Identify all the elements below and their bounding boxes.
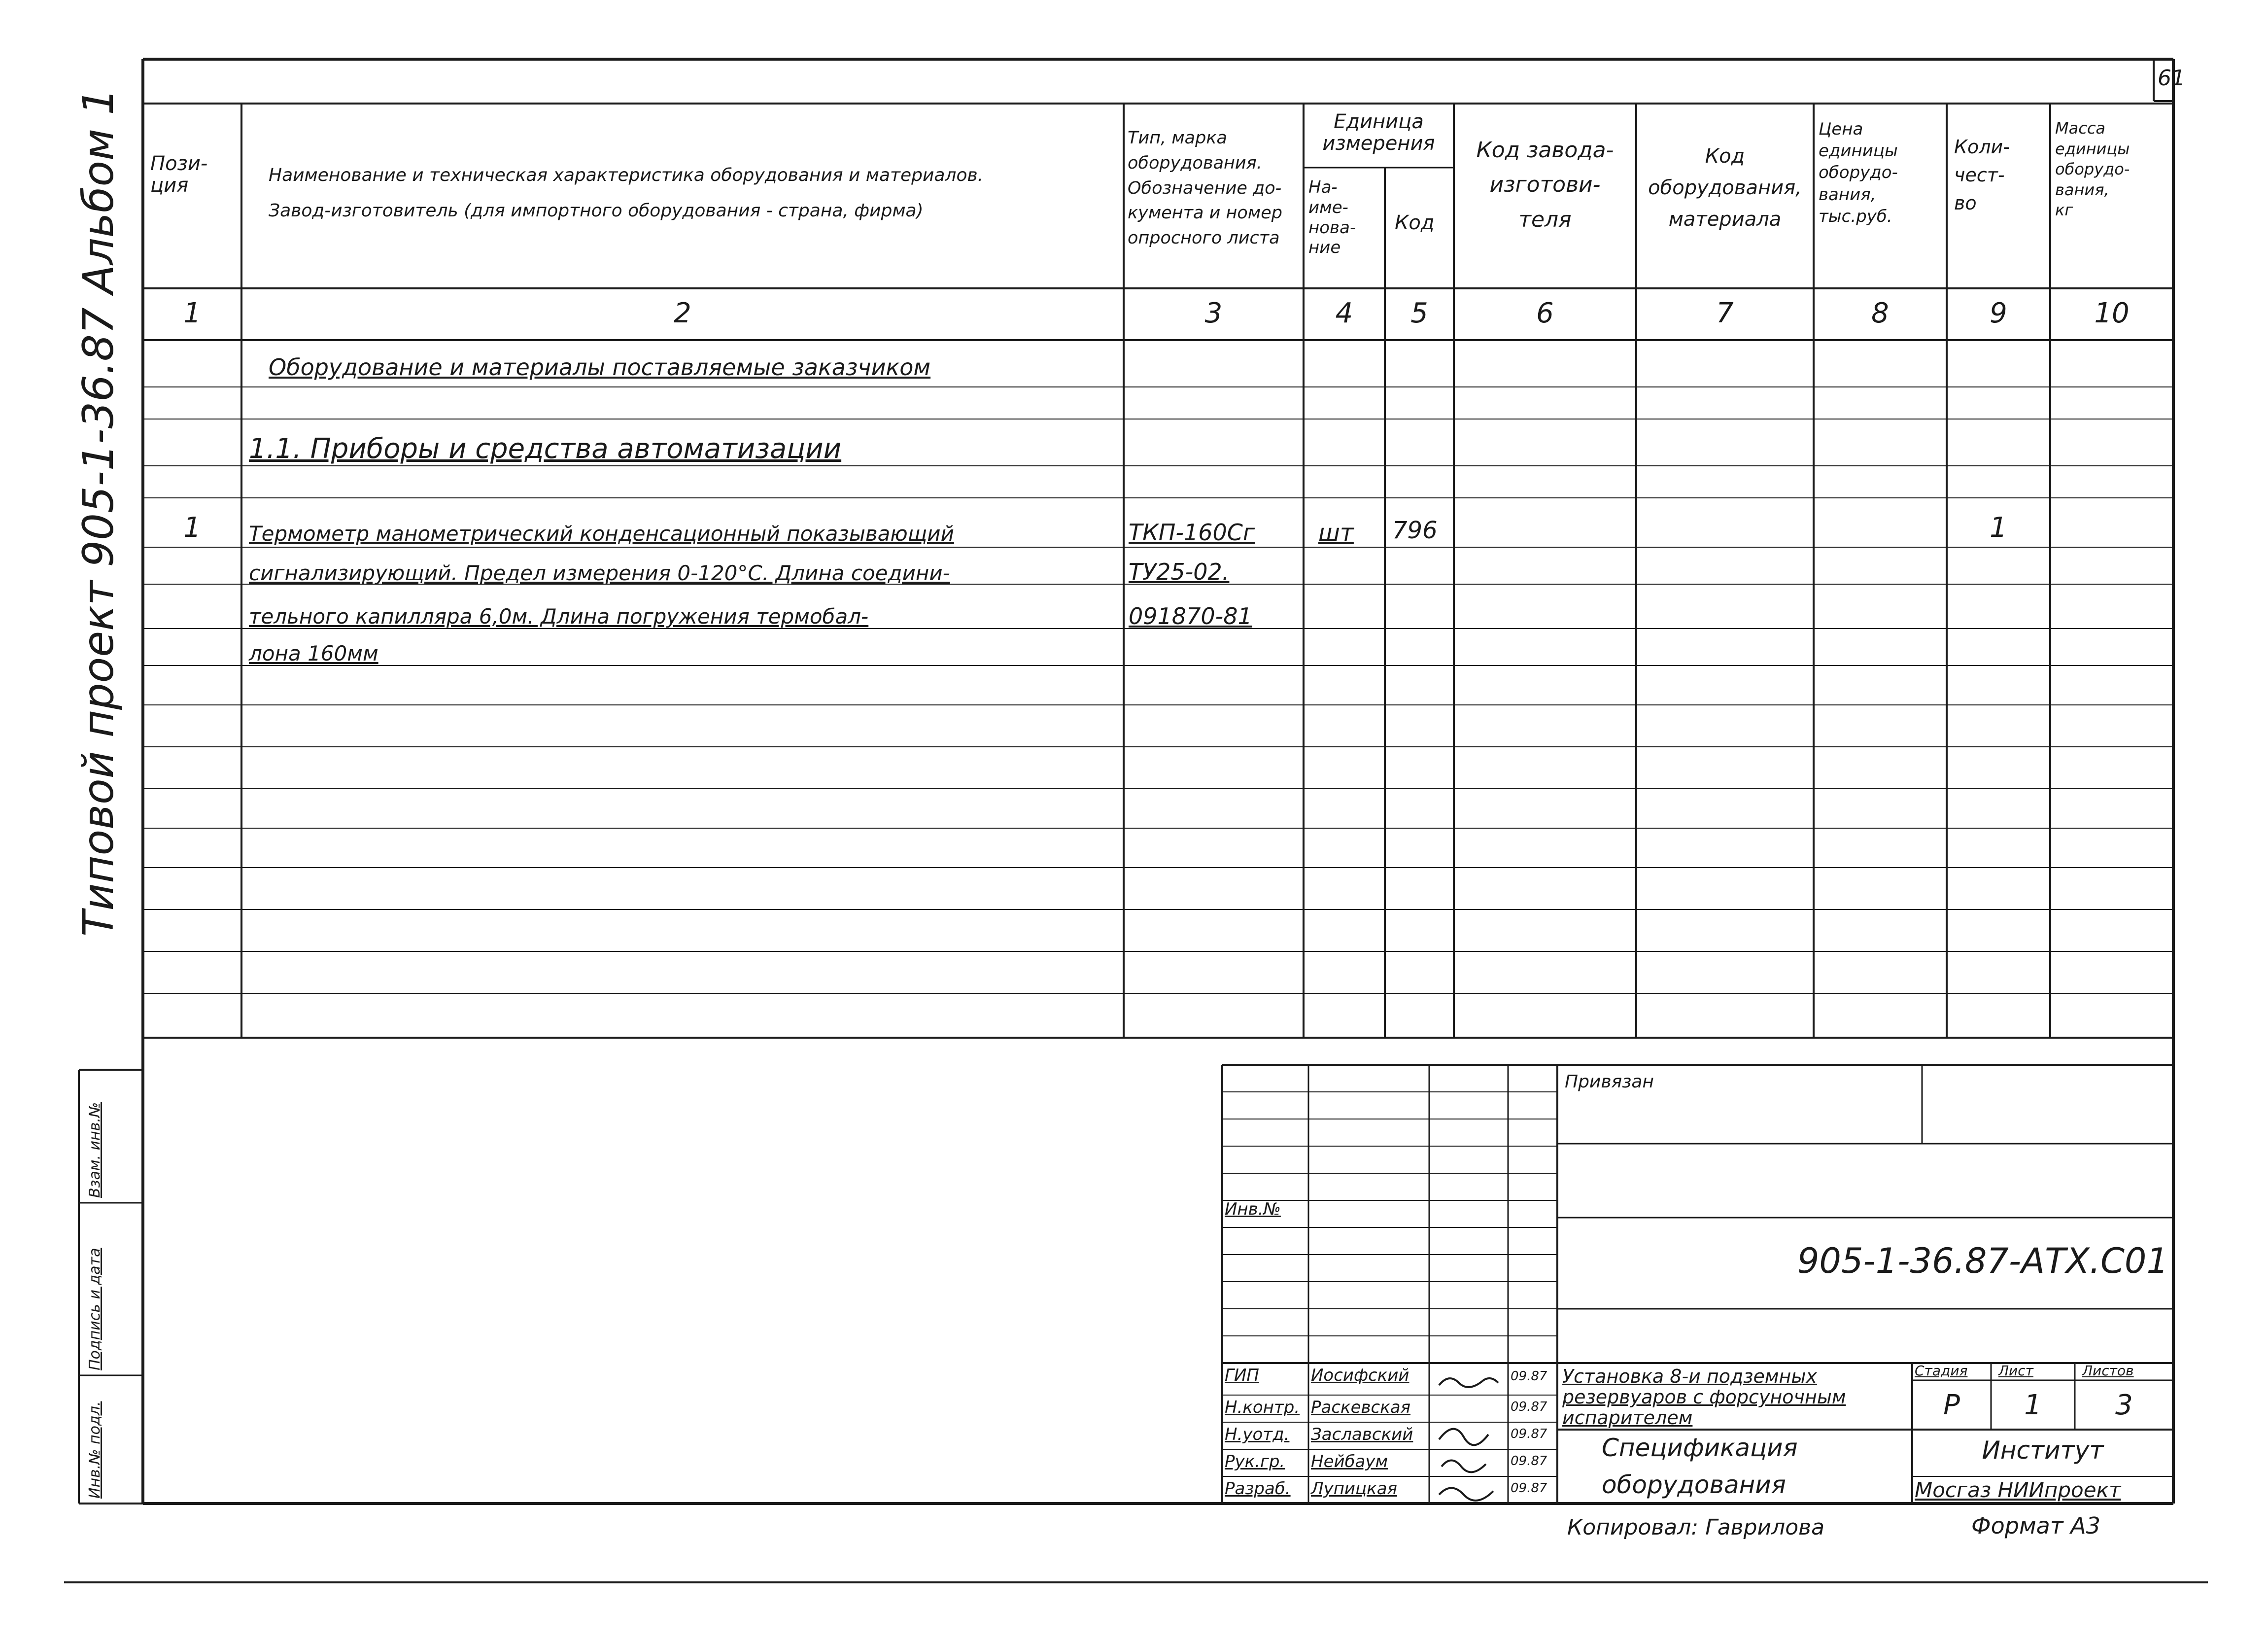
signature-marks bbox=[1429, 1365, 1508, 1504]
header-name: Наименование и техническая характеристика оборудования и материалов. Завод-изготовитель (для импортного оборудования - страна, фирма) bbox=[269, 165, 984, 221]
tb-doc-name-1: Спецификация bbox=[1602, 1434, 1798, 1462]
colnum-2: 2 bbox=[674, 297, 691, 329]
row-item-line-3: тельного капилляра 6,0м. Длина погружения термобал- bbox=[249, 604, 869, 629]
colnum-5: 5 bbox=[1410, 297, 1428, 329]
header-position: Пози- ция bbox=[150, 152, 208, 197]
page-number: 61 bbox=[2158, 66, 2185, 91]
tb-designation: 905-1-36.87-АТХ.С01 bbox=[1797, 1241, 2168, 1281]
tb-staff-name-3: Заславский bbox=[1311, 1425, 1413, 1444]
tb-staff-role-5: Разраб. bbox=[1225, 1479, 1291, 1499]
tb-institute-1: Институт bbox=[1982, 1436, 2104, 1465]
tb-privyazan: Привязан bbox=[1565, 1072, 1654, 1092]
colnum-4: 4 bbox=[1335, 297, 1353, 329]
tb-stage-value: Р bbox=[1943, 1389, 1960, 1421]
tb-object-name: Установка 8-и подземных резервуаров с форсуночным испарителем bbox=[1562, 1365, 1846, 1429]
row-item-spec: ТУ25-02. bbox=[1129, 559, 1230, 585]
tb-staff-date-4: 09.87 bbox=[1511, 1454, 1547, 1469]
colnum-10: 10 bbox=[2094, 297, 2130, 329]
row-item-unit-code: 796 bbox=[1392, 517, 1438, 544]
row-item-unit: шт bbox=[1318, 519, 1354, 547]
stamp-vzam-inv: Взам. инв.№ bbox=[86, 1102, 103, 1198]
tb-sheets-value: 3 bbox=[2115, 1389, 2133, 1421]
colnum-8: 8 bbox=[1871, 297, 1889, 329]
tb-doc-name-2: оборудования bbox=[1602, 1470, 1786, 1499]
tb-sheet-label: Лист bbox=[1998, 1363, 2033, 1379]
row-item-spec-number: 091870-81 bbox=[1129, 603, 1252, 630]
header-unit-group: Единица измерения bbox=[1322, 110, 1435, 155]
header-type: Тип, марка оборудования. Обозначение до- кумента и номер опросного листа bbox=[1128, 128, 1282, 248]
tb-staff-name-2: Раскевская bbox=[1311, 1398, 1411, 1417]
tb-staff-name-5: Лупицкая bbox=[1311, 1479, 1397, 1499]
tb-staff-role-4: Рук.гр. bbox=[1225, 1452, 1285, 1471]
tb-stage-label: Стадия bbox=[1915, 1363, 1968, 1379]
row-item-quantity: 1 bbox=[1990, 512, 2007, 544]
tb-staff-name-1: Иосифский bbox=[1311, 1365, 1409, 1385]
colnum-1: 1 bbox=[183, 297, 201, 329]
row-position: 1 bbox=[183, 512, 201, 544]
colnum-7: 7 bbox=[1716, 297, 1734, 329]
header-equipment-code: Код оборудования, материала bbox=[1648, 145, 1802, 231]
row-subsection-title: 1.1. Приборы и средства автоматизации bbox=[249, 433, 842, 465]
row-item-line-2: сигнализирующий. Предел измерения 0-120°С. Длина соедини- bbox=[249, 561, 950, 585]
row-item-line-1: Термометр манометрический конденсационный показывающий bbox=[249, 522, 954, 546]
tb-staff-date-1: 09.87 bbox=[1511, 1369, 1547, 1384]
side-title: Типовой проект 905-1-36.87 Альбом 1 bbox=[74, 88, 123, 937]
tb-inv-label: Инв.№ bbox=[1225, 1199, 1281, 1219]
copied-by: Копировал: Гаврилова bbox=[1567, 1515, 1825, 1540]
tb-staff-role-3: Н.уотд. bbox=[1225, 1425, 1290, 1444]
tb-staff-role-1: ГИП bbox=[1225, 1365, 1259, 1385]
header-unit-name: На- име- нова- ние bbox=[1308, 177, 1356, 258]
row-item-type: ТКП-160Сг bbox=[1129, 519, 1255, 546]
stamp-signature-date: Подпись и дата bbox=[86, 1248, 103, 1370]
tb-staff-date-2: 09.87 bbox=[1511, 1399, 1547, 1414]
header-quantity: Коли- чест- во bbox=[1954, 136, 2010, 214]
tb-staff-name-4: Нейбаум bbox=[1311, 1452, 1388, 1471]
colnum-6: 6 bbox=[1536, 297, 1554, 329]
header-unit-code: Код bbox=[1395, 211, 1435, 234]
tb-sheets-label: Листов bbox=[2082, 1363, 2134, 1379]
tb-staff-date-5: 09.87 bbox=[1511, 1481, 1547, 1496]
row-section-title: Оборудование и материалы поставляемые заказчиком bbox=[269, 354, 931, 381]
tb-staff-date-3: 09.87 bbox=[1511, 1427, 1547, 1441]
row-item-line-4: лона 160мм bbox=[249, 641, 378, 665]
tb-sheet-value: 1 bbox=[2024, 1389, 2042, 1421]
colnum-3: 3 bbox=[1204, 297, 1223, 329]
header-unit-price: Цена единицы оборудо- вания, тыс.руб. bbox=[1819, 119, 1898, 226]
colnum-9: 9 bbox=[1990, 297, 2007, 329]
header-unit-mass: Масса единицы оборудо- вания, кг bbox=[2055, 119, 2130, 220]
sheet-format: Формат А3 bbox=[1971, 1512, 2100, 1539]
tb-institute-2: Мосгаз НИИпроект bbox=[1915, 1478, 2121, 1502]
stamp-inv-podl: Инв.№ подл. bbox=[86, 1401, 103, 1499]
header-factory-code: Код завода- изготови- теля bbox=[1476, 138, 1614, 232]
tb-staff-role-2: Н.контр. bbox=[1225, 1398, 1300, 1417]
